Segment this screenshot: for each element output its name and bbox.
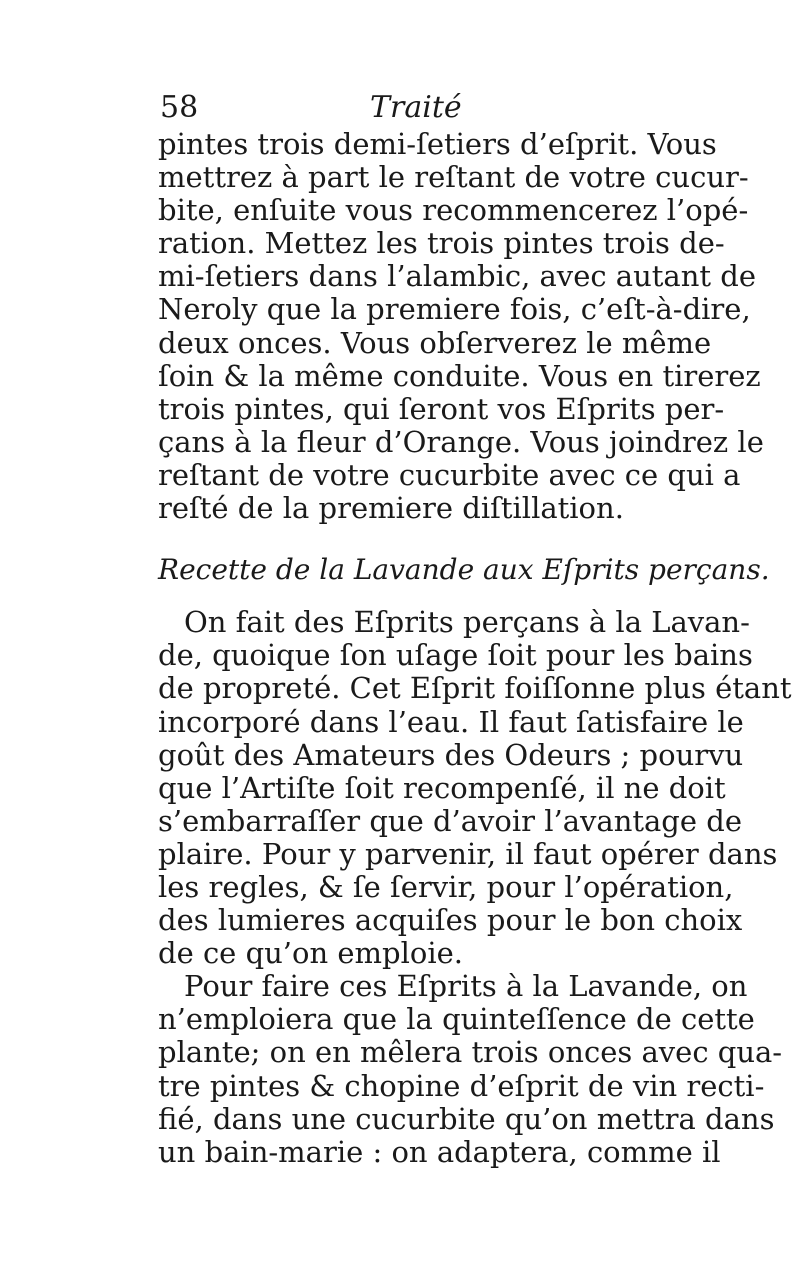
text-line: pintes trois demi-ſetiers d’eſprit. Vous <box>158 127 717 161</box>
text-line: tre pintes & chopine d’eſprit de vin recti- <box>158 1068 765 1103</box>
text-line: plante; on en mêlera trois onces avec qua- <box>158 1035 783 1070</box>
text-line: reſtant de votre cucurbite avec ce qui a <box>158 457 741 492</box>
text-line: ſoin & la même conduite. Vous en tirerez <box>158 358 761 393</box>
text-line: deux onces. Vous obſerverez le même <box>158 325 712 360</box>
paragraph-3 <box>158 969 783 1169</box>
text-line: mettrez à part le reſtant de votre cucur- <box>158 160 749 195</box>
text-line: goût des Amateurs des Odeurs ; pourvu <box>158 737 744 772</box>
page-number: 58 <box>160 90 199 125</box>
page-header <box>160 90 680 130</box>
text-line: s’embarraſſer que d’avoir l’avantage de <box>158 803 742 838</box>
text-line: les regles, & ſe ſervir, pour l’opération, <box>158 869 734 904</box>
text-line: Neroly que la premiere fois, c’eſt-à-dire, <box>158 292 751 327</box>
text-line: trois pintes, qui ſeront vos Eſprits per- <box>158 391 725 426</box>
text-line: plaire. Pour y parvenir, il faut opérer dans <box>158 836 778 871</box>
text-line: que l’Artiſte ſoit recompenſé, il ne doit <box>158 770 726 805</box>
text-line: Pour faire ces Eſprits à la Lavande, on <box>184 969 748 1004</box>
text-line: un bain-marie : on adaptera, comme il <box>158 1134 721 1169</box>
paragraph-2 <box>158 605 792 971</box>
text-line: n’emploiera que la quinteſſence de cette <box>158 1002 755 1037</box>
text-line: mi-ſetiers dans l’alambic, avec autant de <box>158 259 756 294</box>
section-heading: Recette de la Lavande aux Eſprits perçans. <box>158 553 770 587</box>
text-line: On fait des Eſprits perçans à la Lavan- <box>184 605 750 640</box>
text-line: des lumieres acquiſes pour le bon choix <box>158 903 743 938</box>
text-line: fié, dans une cucurbite qu’on mettra dans <box>158 1101 775 1136</box>
body-text <box>158 127 792 1169</box>
text-line: bite, enſuite vous recommencerez l’opé- <box>158 193 749 228</box>
text-line: de, quoique ſon uſage ſoit pour les bains <box>158 638 753 673</box>
text-line: de ce qu’on emploie. <box>158 936 463 971</box>
text-line: ration. Mettez les trois pintes trois de- <box>158 226 725 261</box>
running-title: Traité <box>370 90 462 125</box>
text-line: de propreté. Cet Eſprit foiſſonne plus étant <box>158 671 792 706</box>
text-line: incorporé dans l’eau. Il faut ſatisfaire le <box>158 704 744 739</box>
text-line: reſté de la premiere diſtillation. <box>158 491 624 526</box>
text-line: çans à la fleur d’Orange. Vous joindrez le <box>158 424 764 459</box>
paragraph-1 <box>158 127 764 526</box>
